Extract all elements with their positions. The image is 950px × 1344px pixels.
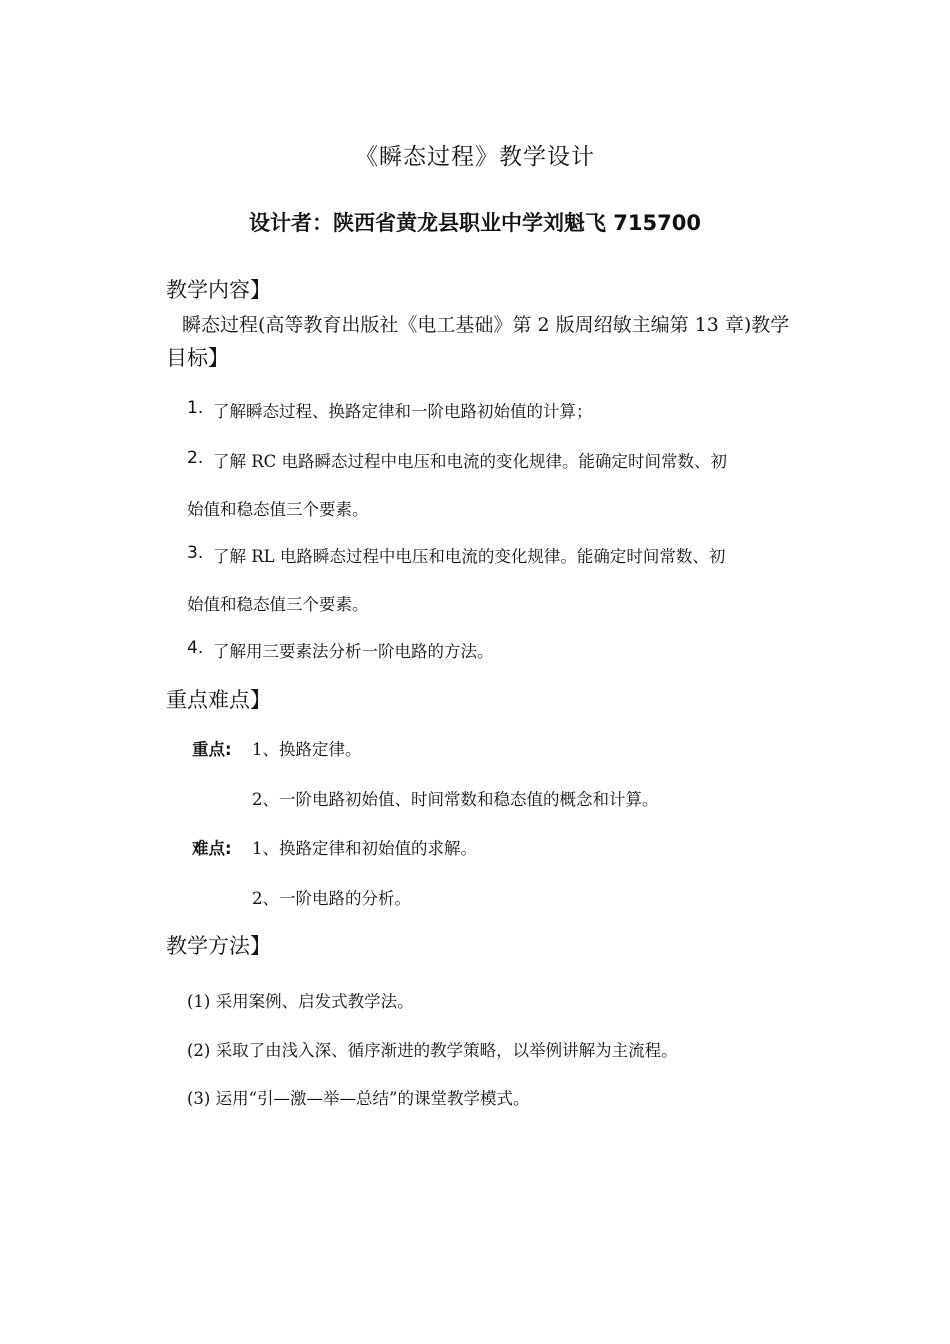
- section-heading-methods: 教学方法】: [166, 934, 271, 958]
- section-heading-content: 教学内容】: [166, 278, 271, 302]
- objective-number: 2.: [187, 448, 204, 468]
- objective-text: 了解瞬态过程、换路定律和一阶电路初始值的计算；: [213, 402, 593, 421]
- objective-text: 了解 RC 电路瞬态过程中电压和电流的变化规律。能确定时间常数、初: [213, 452, 728, 471]
- key-item: 2、一阶电路初始值、时间常数和稳态值的概念和计算。: [252, 790, 659, 809]
- content-text-line: 瞬态过程(高等教育出版社《电工基础》第 2 版周绍敏主编第 13 章)教学: [182, 314, 790, 336]
- objective-text-continued: 始值和稳态值三个要素。: [187, 500, 369, 519]
- objective-number: 1.: [187, 398, 204, 418]
- key-label: 重点:: [192, 740, 232, 759]
- method-item: (2) 采取了由浅入深、循序渐进的教学策略，以举例讲解为主流程。: [187, 1041, 678, 1060]
- method-item: (1) 采用案例、启发式教学法。: [187, 992, 414, 1011]
- section-heading-objectives: 目标】: [166, 346, 229, 370]
- key-item: 1、换路定律。: [252, 740, 362, 759]
- objective-text: 了解用三要素法分析一阶电路的方法。: [213, 642, 494, 661]
- section-heading-key-points: 重点难点】: [166, 688, 271, 712]
- author-line: 设计者：陕西省黄龙县职业中学刘魁飞 715700: [249, 211, 701, 235]
- objective-number: 3.: [187, 543, 204, 563]
- difficulty-item: 2、一阶电路的分析。: [252, 889, 411, 908]
- objective-text-continued: 始值和稳态值三个要素。: [187, 595, 369, 614]
- method-item: (3) 运用“引—激—举—总结”的课堂教学模式。: [187, 1089, 530, 1108]
- objective-number: 4.: [187, 638, 204, 658]
- difficulty-item: 1、换路定律和初始值的求解。: [252, 839, 477, 858]
- difficulty-label: 难点:: [192, 839, 232, 858]
- objective-text: 了解 RL 电路瞬态过程中电压和电流的变化规律。能确定时间常数、初: [213, 547, 726, 566]
- document-title: 《瞬态过程》教学设计: [355, 144, 595, 170]
